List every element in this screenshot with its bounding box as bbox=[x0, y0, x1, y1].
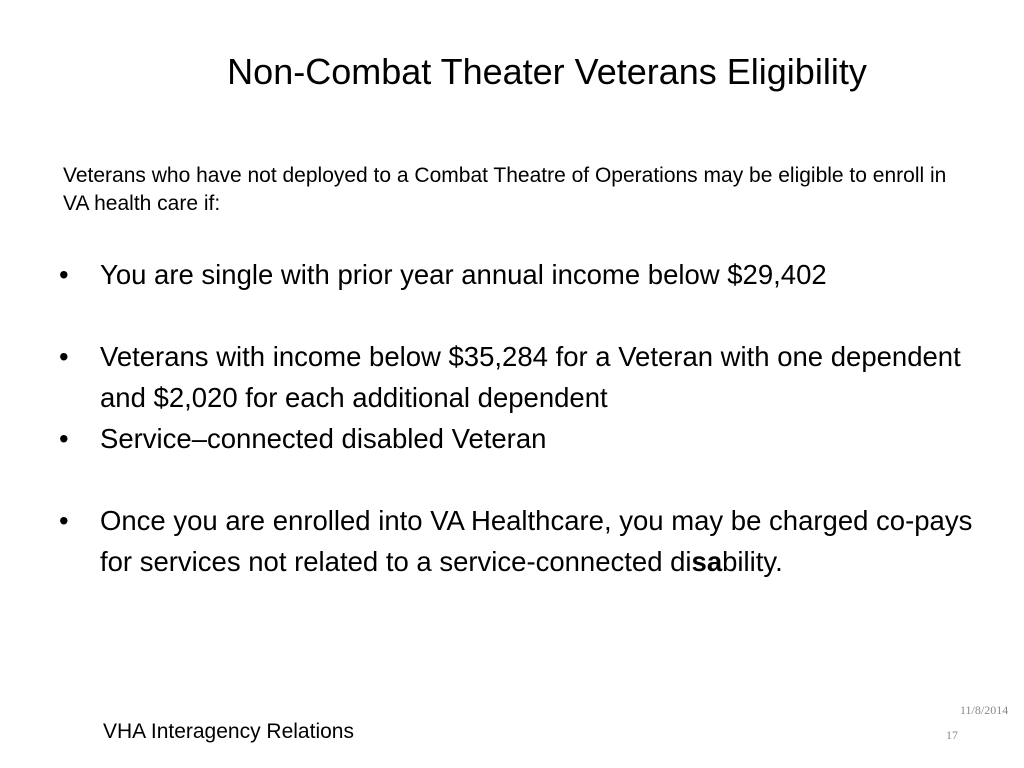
bullet-text: Veterans with income below $35,284 for a Veteran with one dependent and $2,020 for each additional dependent bbox=[100, 341, 961, 413]
bullet-text bbox=[100, 505, 972, 577]
bullet-item-copays bbox=[0, 500, 1000, 582]
intro-paragraph: Veterans who have not deployed to a Combat Theatre of Operations may be eligible to enroll in VA health care if: bbox=[63, 164, 947, 215]
bullet-text: Service–connected disabled Veteran bbox=[100, 423, 547, 454]
page-number: 17 bbox=[946, 728, 958, 742]
bullet-item-service-connected bbox=[0, 418, 1000, 459]
slide-title: Non-Combat Theater Veterans Eligibility bbox=[227, 51, 867, 92]
bullet-text-end: bility. bbox=[722, 546, 783, 577]
bullet-list bbox=[0, 254, 1000, 582]
bullet-icon: • bbox=[59, 423, 69, 454]
bullet-icon: • bbox=[59, 505, 69, 536]
slide-date: 11/8/2014 bbox=[960, 703, 1009, 717]
bullet-icon: • bbox=[59, 259, 69, 290]
bullet-spacer bbox=[0, 295, 1000, 336]
bullet-text: You are single with prior year annual income below $29,402 bbox=[100, 259, 827, 290]
bullet-icon: • bbox=[59, 341, 69, 372]
footer-text: VHA Interagency Relations bbox=[103, 720, 354, 743]
bullet-item-income-dependent bbox=[0, 336, 1000, 418]
bullet-text-start: Once you are enrolled into VA Healthcare, you may be charged co-pays for services not related to a service-connected di bbox=[100, 505, 973, 577]
bullet-item-income-single bbox=[0, 254, 1000, 295]
bullet-spacer bbox=[0, 459, 1000, 500]
bullet-text-bold: sa bbox=[691, 546, 723, 577]
